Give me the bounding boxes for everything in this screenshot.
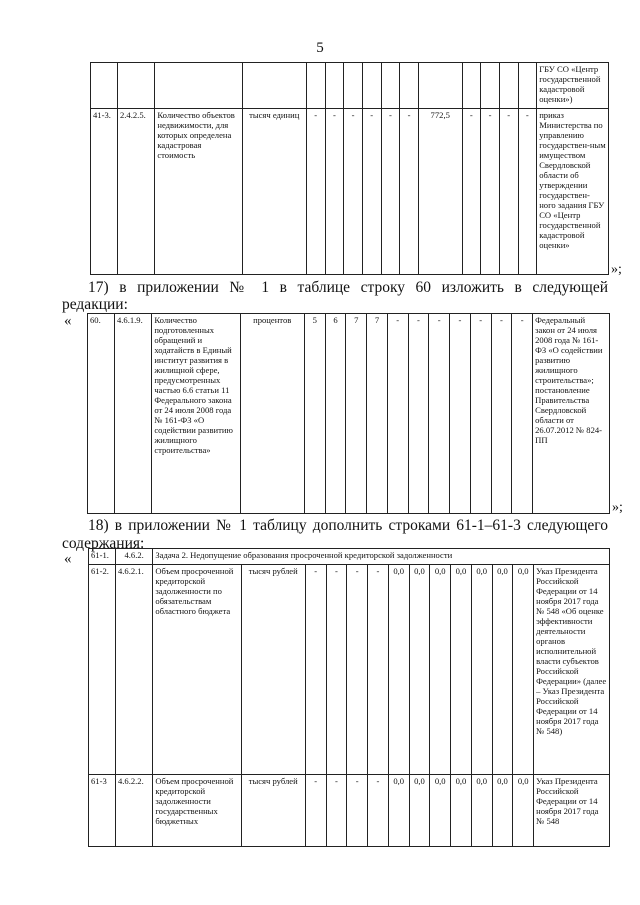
value-cell: 0,0 — [513, 775, 534, 847]
row-number: 61-2. — [89, 565, 116, 775]
basis-cell: Федеральный закон от 24 июля 2008 года № 161-ФЗ «О содействии развитию жилищного строительства»; постановление Правительства Свердловской области от 26.07.2012 № 824-ПП — [533, 314, 610, 514]
value-cell: - — [325, 109, 344, 275]
table-row-61-3 — [89, 775, 610, 847]
value-cell: - — [408, 314, 429, 514]
value-cell: - — [518, 109, 537, 275]
value-cell: 0,0 — [492, 565, 513, 775]
row-number: 61-3 — [89, 775, 116, 847]
row-number: 41-3. — [91, 109, 118, 275]
row-number: 60. — [88, 314, 115, 514]
value-cell: - — [368, 775, 389, 847]
value-cell: 6 — [325, 314, 346, 514]
value-cell: 0,0 — [409, 565, 430, 775]
table-row-41-3 — [91, 109, 609, 275]
closing-quote: »; — [611, 262, 622, 277]
value-cell: - — [305, 565, 326, 775]
value-cell: - — [387, 314, 408, 514]
table-row-60-block — [87, 313, 610, 514]
value-cell: 0,0 — [513, 565, 534, 775]
indicator-name: Количество объектов недвижимости, для которых определена кадастровая стоимость — [155, 109, 242, 275]
value-cell: 772,5 — [418, 109, 462, 275]
unit-cell: тысяч рублей — [241, 565, 305, 775]
value-cell: - — [347, 565, 368, 775]
paragraph-18-line1: 18) в приложении № 1 таблицу дополнить строками 61-1–61-3 следующего — [88, 517, 608, 534]
value-cell: - — [499, 109, 518, 275]
unit-cell: тысяч рублей — [241, 775, 305, 847]
task-title: Задача 2. Недопущение образования просроченной кредиторской задолженности — [153, 549, 610, 565]
value-cell: 0,0 — [430, 775, 451, 847]
value-cell: - — [326, 775, 347, 847]
indicator-name: Количество подготовленных обращений и ходатайств в Единый институт развития в жилищной сфере, предусмотренных частью 6.6 статьи 11 Федерального закона от 24 июля 2008 года № 161-ФЗ «О содействии развитию жилищного строительства» — [152, 314, 240, 514]
indicator-name: Объем просроченной кредиторской задолженности государственных бюджетных — [153, 775, 241, 847]
value-cell: 0,0 — [471, 565, 492, 775]
value-cell: 0,0 — [388, 775, 409, 847]
value-cell: - — [381, 109, 400, 275]
value-cell: - — [326, 565, 347, 775]
basis-cell: приказ Министерства по управлению государствен-ным имуществом Свердловской области об утверждении государствен-ного задания ГБУ СО «Центр государственной кадастровой оценки» — [537, 109, 609, 275]
table-row-61-1 — [89, 549, 610, 565]
table-rows-61 — [88, 548, 610, 847]
value-cell: 0,0 — [451, 775, 472, 847]
row-number: 61-1. — [89, 549, 116, 565]
value-cell: 0,0 — [471, 775, 492, 847]
value-cell: 0,0 — [451, 565, 472, 775]
page-number: 5 — [316, 40, 324, 56]
row-code: 2.4.2.5. — [117, 109, 154, 275]
table-section-41-3 — [90, 62, 609, 275]
unit-cell: процентов — [240, 314, 304, 514]
basis-cell: ГБУ СО «Центр государственной кадастровой оценки») — [537, 63, 609, 109]
row-code: 4.6.1.9. — [114, 314, 151, 514]
row-code: 4.6.2. — [115, 549, 152, 565]
table-row-61-2 — [89, 565, 610, 775]
value-cell: - — [362, 109, 381, 275]
value-cell: 0,0 — [492, 775, 513, 847]
opening-quote: « — [64, 313, 72, 329]
table-row-60 — [88, 314, 610, 514]
value-cell: - — [368, 565, 389, 775]
value-cell: - — [344, 109, 363, 275]
value-cell: - — [470, 314, 491, 514]
opening-quote: « — [64, 551, 72, 567]
basis-cell: Указ Президента Российской Федерации от 14 ноября 2017 года № 548 — [534, 775, 610, 847]
value-cell: - — [400, 109, 419, 275]
value-cell: 7 — [346, 314, 367, 514]
row-code: 4.6.2.2. — [115, 775, 152, 847]
value-cell: 7 — [367, 314, 388, 514]
value-cell: 0,0 — [388, 565, 409, 775]
paragraph-18-line2: содержания: — [62, 535, 145, 552]
paragraph-17-line1: 17) в приложении № 1 в таблице строку 60 изложить в следующей — [88, 279, 608, 296]
value-cell: - — [462, 109, 481, 275]
value-cell: - — [450, 314, 471, 514]
value-cell: 5 — [304, 314, 325, 514]
value-cell: - — [481, 109, 500, 275]
basis-cell: Указ Президента Российской Федерации от 14 ноября 2017 года № 548 «Об оценке эффективности деятельности органов исполнительной власти субъектов Российской Федерации» (далее – Указ Президента Российской Федерации от 14 ноября 2017 года № 548) — [534, 565, 610, 775]
value-cell: - — [491, 314, 512, 514]
value-cell: - — [306, 109, 325, 275]
value-cell: 0,0 — [430, 565, 451, 775]
closing-quote: »; — [612, 500, 623, 515]
paragraph-17-line2: редакции: — [62, 296, 128, 313]
row-code: 4.6.2.1. — [115, 565, 152, 775]
unit-cell: тысяч единиц — [242, 109, 306, 275]
table-row-continuation — [91, 63, 609, 109]
value-cell: - — [429, 314, 450, 514]
value-cell: 0,0 — [409, 775, 430, 847]
value-cell: - — [347, 775, 368, 847]
indicator-name: Объем просроченной кредиторской задолженности по обязательствам областного бюджета — [153, 565, 241, 775]
value-cell: - — [512, 314, 533, 514]
value-cell: - — [305, 775, 326, 847]
